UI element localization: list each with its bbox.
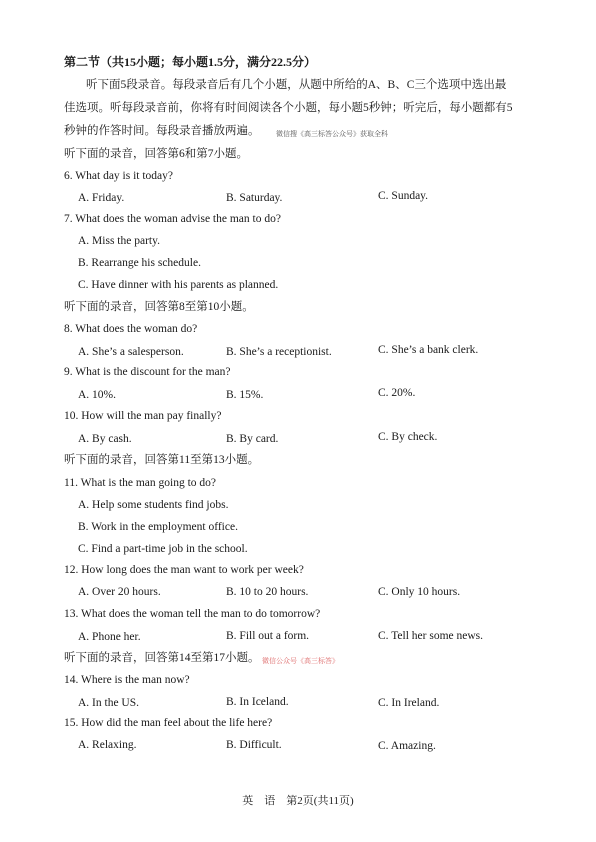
question-7: 7. What does the woman advise the man to do? [64,213,281,225]
q6-option-c: C. Sunday. [378,190,429,202]
q11-option-b: B. Work in the employment office. [78,521,238,533]
page-footer: 英 语 第2页(共11页) [242,795,354,807]
group-prompt-2: 听下面的录音，回答第8至第10小题。 [64,301,254,313]
q14-option-a: A. In the US. [78,697,140,709]
q9-option-c: C. 20%. [378,387,416,399]
watermark-text-2: 微信公众号《高三标答》 [262,657,339,665]
q8-option-c: C. She’s a bank clerk. [378,344,479,356]
q12-option-a: A. Over 20 hours. [78,586,161,598]
q9-option-b: B. 15%. [226,389,264,401]
group-prompt-4: 听下面的录音，回答第14至第17小题。 [64,652,260,664]
q14-option-c: C. In Ireland. [378,697,440,709]
q12-option-b: B. 10 to 20 hours. [226,586,309,598]
q14-option-b: B. In Iceland. [226,696,289,708]
q13-option-c: C. Tell her some news. [378,630,484,642]
q7-option-b: B. Rearrange his schedule. [78,257,201,269]
q10-option-a: A. By cash. [78,433,132,445]
question-12: 12. How long does the man want to work per week? [64,564,304,576]
q8-option-b: B. She’s a receptionist. [226,346,332,358]
question-13: 13. What does the woman tell the man to do tomorrow? [64,608,321,620]
q15-option-a: A. Relaxing. [78,739,137,751]
instruction-line-1: 听下面5段录音。每段录音后有几个小题，从题中所给的A、B、C三个选项中选出最 [86,79,507,91]
question-15: 15. How did the man feel about the life here? [64,717,273,729]
q10-option-c: C. By check. [378,431,438,443]
group-prompt-1: 听下面的录音，回答第6和第7小题。 [64,148,248,160]
group-prompt-3: 听下面的录音，回答第11至第13小题。 [64,454,260,466]
instruction-line-3: 秒钟的作答时间。每段录音播放两遍。 [64,125,260,137]
q11-option-c: C. Find a part-time job in the school. [78,543,248,555]
question-14: 14. Where is the man now? [64,674,190,686]
q12-option-c: C. Only 10 hours. [378,586,461,598]
q15-option-c: C. Amazing. [378,740,436,752]
q13-option-a: A. Phone her. [78,631,141,643]
question-10: 10. How will the man pay finally? [64,410,222,422]
watermark-text-1: 微信搜《高三标答公众号》获取全科 [276,130,388,138]
q15-option-b: B. Difficult. [226,739,282,751]
q6-option-b: B. Saturday. [226,192,283,204]
q6-option-a: A. Friday. [78,192,125,204]
q9-option-a: A. 10%. [78,389,117,401]
q10-option-b: B. By card. [226,433,279,445]
q8-option-a: A. She’s a salesperson. [78,346,184,358]
question-11: 11. What is the man going to do? [64,477,217,489]
q7-option-a: A. Miss the party. [78,235,160,247]
question-8: 8. What does the woman do? [64,323,198,335]
q13-option-b: B. Fill out a form. [226,630,310,642]
question-6: 6. What day is it today? [64,170,174,182]
question-9: 9. What is the discount for the man? [64,366,231,378]
q7-option-c: C. Have dinner with his parents as planned. [78,279,279,291]
q11-option-a: A. Help some students find jobs. [78,499,229,511]
section-title: 第二节（共15小题；每小题1.5分，满分22.5分） [64,55,317,69]
instruction-line-2: 佳选项。听每段录音前，你将有时间阅读各个小题，每小题5秒钟；听完后，每小题都有5 [64,102,513,114]
